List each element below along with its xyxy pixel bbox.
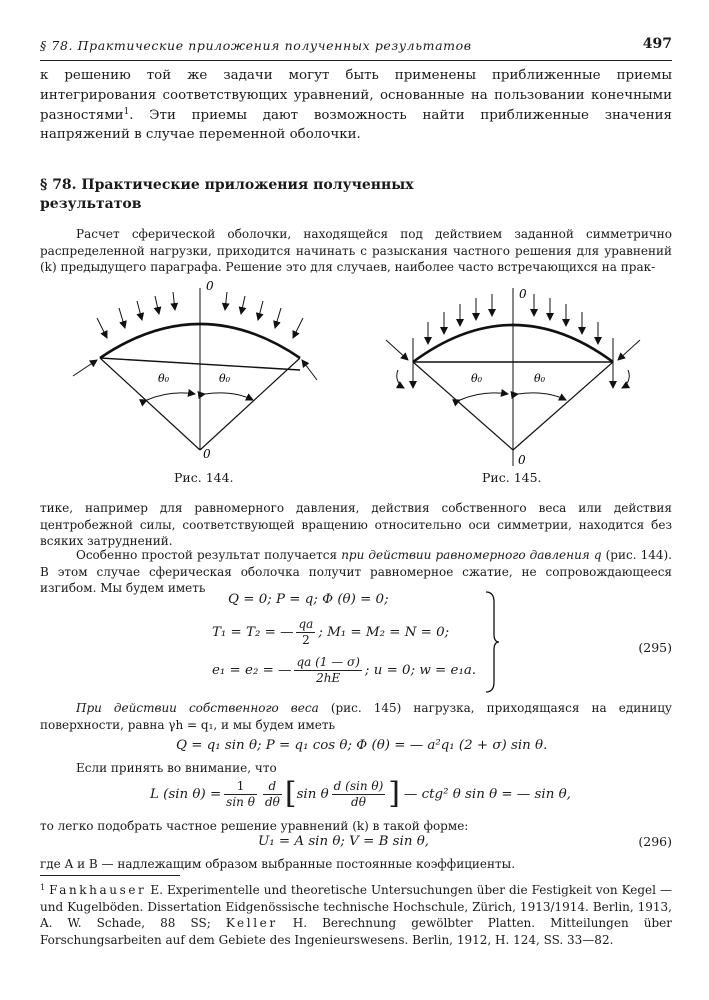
eq-L: L (sin θ) = $\frac{1}{\text{sin θ}}$ $\frac{d}{d\theta}$ [ sin θ $\frac{\text{d (sin θ)}}{d\theta}$ ] — ctg² θ sin θ = — sin θ, xyxy=(150,776,571,811)
eq295-brace xyxy=(484,590,500,694)
angle-arc-left xyxy=(147,393,195,400)
angle-arc-right xyxy=(518,393,566,400)
paragraph-4: При действии собственного веса (рис. 145) нагрузка, приходящаяся на единицу поверхности, равна γh = q₁, и мы будем иметь xyxy=(40,701,672,732)
section-heading: § 78. Практические приложения полученных результатов xyxy=(40,177,414,212)
angle-arc-right xyxy=(205,393,253,400)
eq295-line-1: Q = 0; P = q; Φ (θ) = 0; xyxy=(228,592,389,607)
running-header xyxy=(40,36,672,58)
eq296: U₁ = A sin θ; V = B sin θ, xyxy=(258,834,430,849)
intro-paragraph: к решению той же задачи могут быть применены приближенные приемы интегрирования соответствующих уравнений, основанные на пользовании конечными разностями$^1$. Эти приемы дают возможность найти приближенные значения напряжений в случае переменной оболочки. xyxy=(40,68,672,143)
angle-label-right: θ₀ xyxy=(534,372,546,385)
radius-left xyxy=(413,362,513,450)
label-bottom: 0 xyxy=(518,453,526,467)
footnote-mark: 1 xyxy=(123,106,130,117)
paragraph-2: тике, например для равномерного давления, действия собственного веса или действия центробежной силы, соответствующей вращению относительно оси симметрии, находится без всяких затруднений. xyxy=(40,501,672,549)
header-rule xyxy=(40,60,672,61)
paragraph-5: Если принять во внимание, что xyxy=(76,761,277,775)
paragraph-1: Расчет сферической оболочки, находящейся под действием заданной симметрично распределенной нагрузки, приходится начинать с разыскания частного решения для уравнений (k) предыдущего параграфа. Решение это для случаев, наиболее часто встречающихся на прак- xyxy=(40,227,672,275)
label-top: 0 xyxy=(519,287,527,301)
radius-right xyxy=(513,362,613,450)
footnote: $^1$ Fankhauser E. Experimentelle und theoretische Untersuchungen über die Festigkeit von Kegel — und Kugelböden. Dissertation Eidgenössische technische Hochschule, Zürich, 1913/1914. Berlin, 1913, A. W. Schade, 88 SS; Keller H. Berechnung gewölbter Platten. Mitteilungen über Forschungsarbeiten auf dem Gebiete des Ingenieurswesens. Berlin, 1912, H. 124, SS. 33—82. xyxy=(40,883,672,947)
figure-144-caption: Рис. 144. xyxy=(174,470,234,485)
label-bottom: 0 xyxy=(203,447,211,461)
footnote-rule xyxy=(40,875,180,876)
running-title: § 78. Практические приложения полученных результатов xyxy=(40,38,472,53)
angle-label-right: θ₀ xyxy=(219,372,231,385)
angle-label-left: θ₀ xyxy=(158,372,170,385)
figure-145-caption: Рис. 145. xyxy=(482,470,542,485)
eq-weight: Q = q₁ sin θ; P = q₁ cos θ; Φ (θ) = — a²q₁ (2 + σ) sin θ. xyxy=(176,738,548,753)
radius-right xyxy=(200,358,300,450)
paragraph-7: где A и B — надлежащим образом выбранные постоянные коэффициенты. xyxy=(40,857,516,871)
paragraph-3: Особенно простой результат получается при действии равномерного давления q (рис. 144). В этом случае сферическая оболочка получит равномерное сжатие, не сопровождающееся изгибом. Мы будем иметь xyxy=(40,548,672,596)
label-top: 0 xyxy=(206,279,214,293)
figure-144 xyxy=(55,278,375,498)
angle-arc-left xyxy=(460,393,508,400)
paragraph-6: то легко подобрать частное решение уравнений (k) в такой форме: xyxy=(40,819,469,833)
eq296-number: (296) xyxy=(638,834,672,849)
page-number: 497 xyxy=(642,36,672,52)
eq295-line-3: e₁ = e₂ = — $\frac{qa (1 — \sigma)}{2hE}$ ; u = 0; w = e₁a. xyxy=(212,655,477,685)
eq295-line-2: T₁ = T₂ = — $\frac{qa}{2}$ ; M₁ = M₂ = N = 0; xyxy=(212,617,450,647)
angle-label-left: θ₀ xyxy=(471,372,483,385)
figure-145 xyxy=(368,278,688,498)
radius-left xyxy=(100,358,200,450)
eq295-number: (295) xyxy=(638,640,672,655)
